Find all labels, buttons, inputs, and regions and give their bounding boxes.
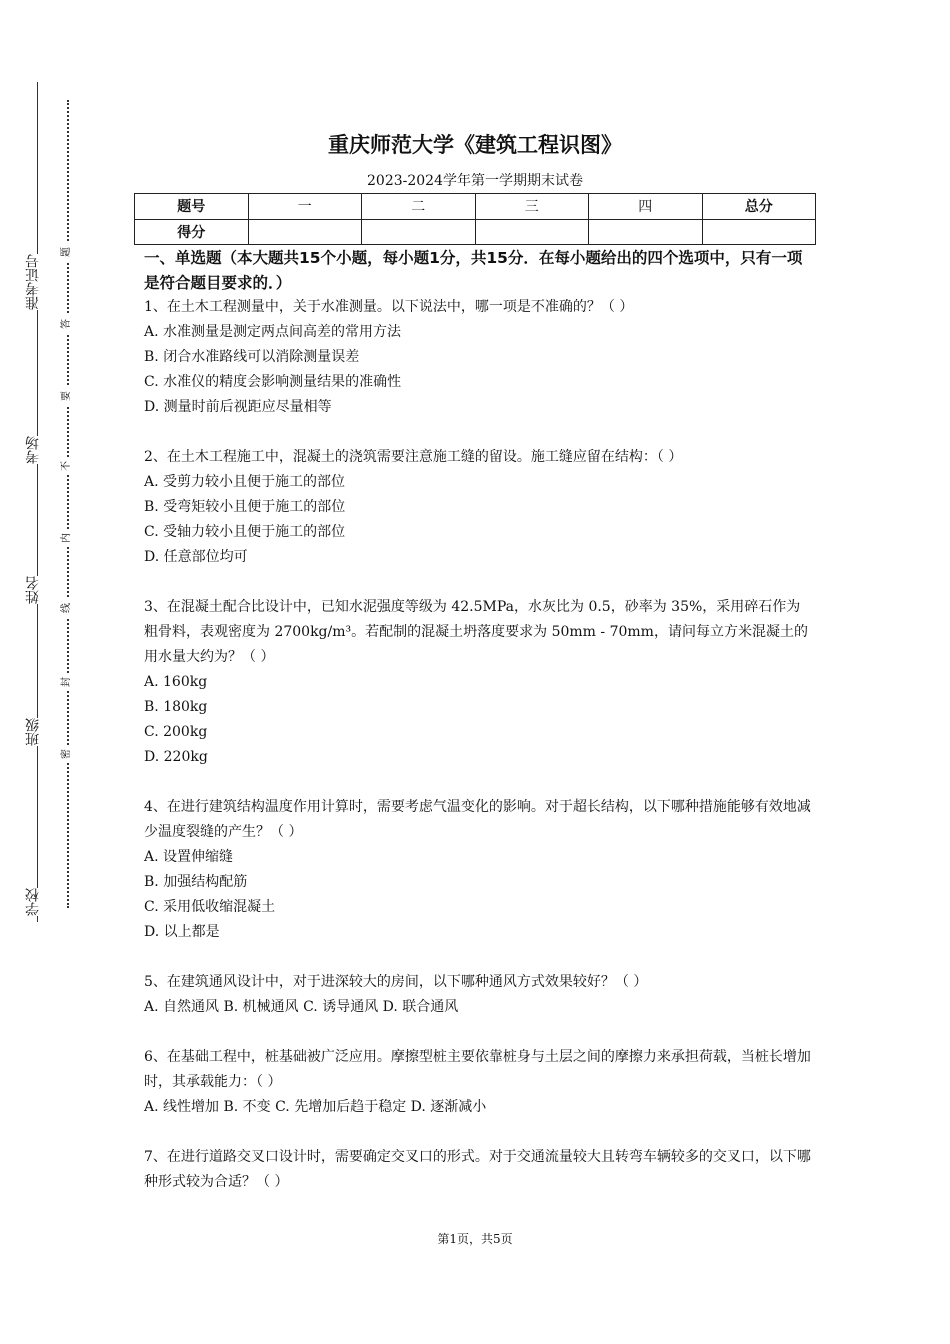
exam-title: 重庆师范大学《建筑工程识图》	[328, 133, 622, 157]
class-label: 班级	[25, 718, 41, 746]
question-stem: 7、在进行道路交叉口设计时，需要确定交叉口的形式。对于交通流量较大且转弯车辆较多的交叉口，以下哪种形式较为合适？（ ）	[144, 1149, 811, 1190]
question-option: D. 220kg	[144, 749, 208, 765]
score-cell	[362, 219, 476, 245]
student-id-label: 准考证号	[25, 254, 41, 310]
score-table-header-row	[135, 194, 816, 220]
score-table	[134, 193, 816, 245]
question-item	[144, 445, 814, 570]
question-item	[144, 795, 814, 945]
question-option: C. 200kg	[144, 724, 208, 740]
score-table-score-row	[135, 219, 816, 245]
binding-solid-line	[37, 82, 38, 922]
question-option: A. 160kg	[144, 674, 208, 690]
school-label: 学校	[25, 888, 41, 916]
question-option: D. 以上都是	[144, 924, 220, 940]
question-option: A. 自然通风 B. 机械通风 C. 诱导通风 D. 联合通风	[144, 999, 459, 1015]
seal-char: 题	[59, 243, 75, 261]
question-item	[144, 1045, 814, 1120]
question-item	[144, 970, 814, 1020]
question-option: A. 受剪力较小且便于施工的部位	[144, 474, 346, 490]
seal-char: 密	[59, 745, 75, 763]
score-header-cell: 总分	[702, 194, 816, 220]
question-option: C. 采用低收缩混凝土	[144, 899, 276, 915]
question-option: C. 水准仪的精度会影响测量结果的准确性	[144, 374, 402, 390]
seal-char: 要	[59, 387, 75, 405]
question-item	[144, 295, 814, 420]
question-option: B. 180kg	[144, 699, 208, 715]
question-stem: 6、在基础工程中，桩基础被广泛应用。摩擦型桩主要依靠桩身与土层之间的摩擦力来承担荷载，当桩长增加时，其承载能力：（ ）	[144, 1049, 811, 1090]
question-option: B. 受弯矩较小且便于施工的部位	[144, 499, 346, 515]
question-item	[144, 595, 814, 770]
question-stem: 4、在进行建筑结构温度作用计算时，需要考虑气温变化的影响。对于超长结构，以下哪种措施能够有效地减少温度裂缝的产生？（ ）	[144, 799, 811, 840]
binding-margin	[0, 0, 120, 1344]
score-header-cell: 四	[589, 194, 703, 220]
question-option: D. 测量时前后视距应尽量相等	[144, 399, 332, 415]
seal-char: 答	[59, 315, 75, 333]
page-number: 第1页，共5页	[437, 1232, 513, 1246]
score-cell	[589, 219, 703, 245]
question-item	[144, 1145, 814, 1195]
question-option: B. 加强结构配筋	[144, 874, 248, 890]
question-list	[144, 295, 814, 1220]
score-header-cell: 题号	[135, 194, 249, 220]
seal-dotted-line	[67, 100, 69, 908]
score-header-cell: 二	[362, 194, 476, 220]
question-option: D. 任意部位均可	[144, 549, 248, 565]
score-cell	[248, 219, 362, 245]
score-cell	[702, 219, 816, 245]
seal-char: 封	[59, 673, 75, 691]
name-label: 姓名	[25, 576, 41, 604]
seal-char: 线	[59, 599, 75, 617]
section-heading: 一、单选题（本大题共15个小题，每小题1分，共15分．在每小题给出的四个选项中，只有一项是符合题目要求的．）	[144, 249, 803, 292]
question-option: B. 闭合水准路线可以消除测量误差	[144, 349, 360, 365]
score-header-cell: 三	[475, 194, 589, 220]
question-option: A. 线性增加 B. 不变 C. 先增加后趋于稳定 D. 逐渐减小	[144, 1099, 487, 1115]
question-stem: 5、在建筑通风设计中，对于进深较大的房间，以下哪种通风方式效果较好？（ ）	[144, 974, 648, 990]
seal-char: 不	[59, 457, 75, 475]
exam-subtitle: 2023-2024学年第一学期期末试卷	[367, 173, 583, 189]
question-option: C. 受轴力较小且便于施工的部位	[144, 524, 346, 540]
score-cell	[475, 219, 589, 245]
question-stem: 1、在土木工程测量中，关于水准测量。以下说法中，哪一项是不准确的？（ ）	[144, 299, 634, 315]
score-row-label: 得分	[135, 219, 249, 245]
score-header-cell: 一	[248, 194, 362, 220]
exam-hall-label: 考场	[25, 436, 41, 464]
question-stem: 2、在土木工程施工中，混凝土的浇筑需要注意施工缝的留设。施工缝应留在结构：（ ）	[144, 449, 683, 465]
question-option: A. 设置伸缩缝	[144, 849, 234, 865]
question-option: A. 水准测量是测定两点间高差的常用方法	[144, 324, 402, 340]
seal-char: 内	[59, 529, 75, 547]
question-stem: 3、在混凝土配合比设计中，已知水泥强度等级为 42.5MPa，水灰比为 0.5，砂率为 35%，采用碎石作为粗骨料，表观密度为 2700kg/m³。若配制的混凝土坍落度要求为 50mm - 70mm，请问每立方米混凝土的用水量大约为？（ ）	[144, 599, 808, 665]
